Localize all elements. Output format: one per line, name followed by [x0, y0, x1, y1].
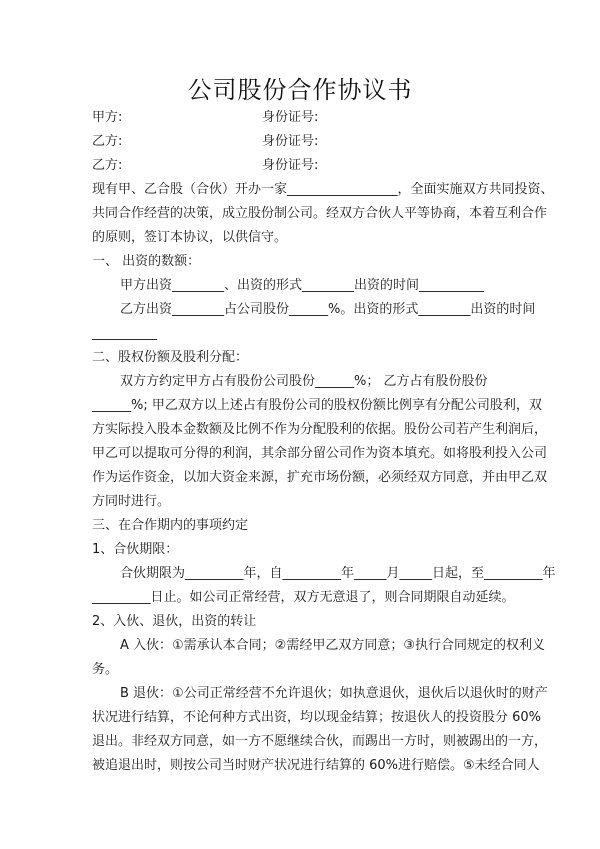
- intro-line: 共同合作经营的决策，成立股份制公司。经双方合伙人平等协商，本着互利合作: [92, 206, 548, 221]
- section-3-2-line: 退出。非经双方同意，如一方不愿继续合伙，而踢出一方时，则被踢出的一方，: [92, 734, 548, 749]
- party-c-label: 乙方:: [92, 158, 123, 173]
- document-title: 公司股份合作协议书: [187, 76, 413, 104]
- intro-line: 现有甲、乙合股（合伙）开办一家_________________，全面实施双方共同投资、: [92, 182, 554, 197]
- section-3-2-line: 被追退出时，则按公司当时财产状况进行结算的 60%进行赔偿。⑤未经合同人: [92, 758, 540, 773]
- section-2-line: 方实际投入股本金数额及比例不作为分配股利的依据。股份公司若产生利润后，: [92, 422, 548, 437]
- section-3-2-heading: 2、入伙、退伙，出资的转让: [92, 614, 257, 629]
- party-a-id-label: 身份证号:: [262, 110, 319, 125]
- section-2-line: 作为运作资金，以加大资金来源，扩充市场份额，必须经双方同意，并由甲乙双: [92, 470, 548, 485]
- section-3-2-line: 务。: [92, 662, 119, 677]
- section-1-line: 甲方出资________、出资的形式________出资的时间__________: [120, 278, 485, 293]
- intro-line: 的原则，签订本协议，以供信守。: [92, 230, 288, 245]
- section-3-heading: 三、在合作期内的事项约定: [92, 518, 249, 533]
- party-a-label: 甲方:: [92, 110, 123, 125]
- section-2-line: 双方方约定甲方占有股份公司股份______%； 乙方占有股份股份: [120, 374, 488, 389]
- party-b-id-label: 身份证号:: [262, 134, 319, 149]
- section-3-2-line: A 入伙：①需承认本合同；②需经甲乙双方同意；③执行合同规定的权利义: [120, 638, 545, 653]
- section-2-line: 方同时进行。: [92, 494, 171, 509]
- section-3-1-line: _________日止。如公司正常经营，双方无意退了，则合同期限自动延续。: [92, 590, 515, 605]
- section-3-2-line: B 退伙：①公司正常经营不允许退伙；如执意退伙，退伙后以退伙时的财产: [120, 686, 548, 701]
- section-2-heading: 二、股权份额及股利分配：: [92, 350, 249, 365]
- party-b-label: 乙方:: [92, 134, 123, 149]
- section-2-line: ______%; 甲乙双方以上述占有股份公司的股权份额比例享有分配公司股利，双: [92, 398, 542, 413]
- section-3-1-line: 合伙期限为_________年，自_________年_____月_____日起，至_________年: [120, 566, 556, 581]
- section-3-2-line: 状况进行结算，不论何种方式出资，均以现金结算；按退伙人的投资股分 60%: [92, 710, 542, 725]
- section-2-line: 甲乙可以提取可分得的利润，其余部分留公司作为资本填充。如将股利投入公司: [92, 446, 548, 461]
- section-3-1-heading: 1、合伙期限：: [92, 542, 179, 557]
- section-1-heading: 一、 出资的数额：: [92, 254, 201, 269]
- section-1-line: __________: [92, 326, 157, 341]
- section-1-line: 乙方出资________占公司股份______%。出资的形式________出资的时间: [120, 302, 536, 317]
- party-c-id-label: 身份证号:: [262, 158, 319, 173]
